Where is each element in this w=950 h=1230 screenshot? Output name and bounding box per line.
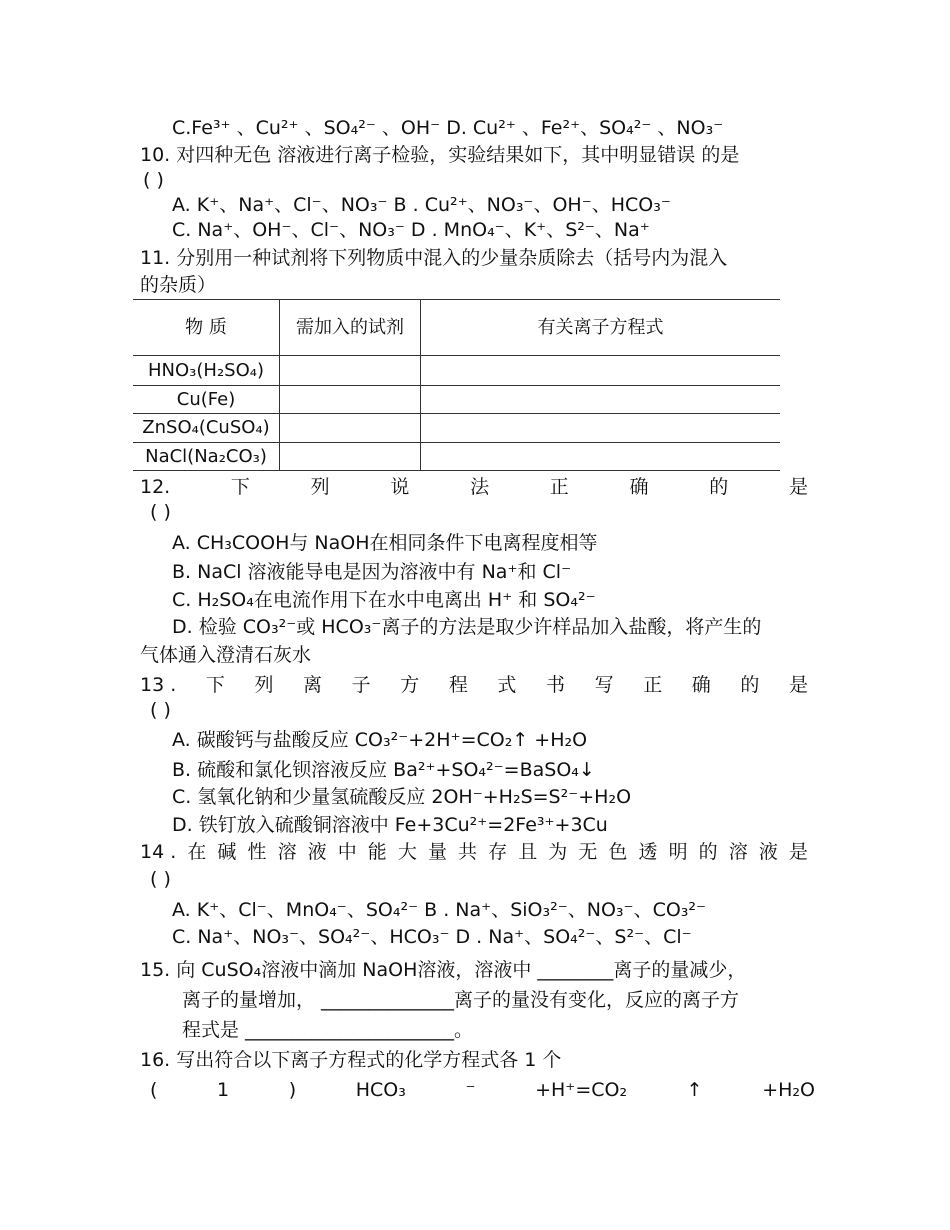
reagent-cell[interactable]: [280, 414, 421, 443]
q13-option-d: D. 铁钉放入硫酸铜溶液中 Fe+3Cu²⁺=2Fe³⁺+3Cu: [172, 814, 608, 836]
q14-stem: [140, 840, 808, 864]
stem-token: 说: [390, 476, 410, 498]
stem-token: 是: [788, 476, 808, 498]
stem-token: 12.: [140, 476, 171, 498]
stem-token: 的: [709, 476, 729, 498]
reagent-cell[interactable]: [280, 356, 421, 386]
stem-token: 正: [643, 674, 663, 696]
stem-token: 液: [307, 841, 327, 863]
header-equation: 有关离子方程式: [421, 300, 781, 356]
stem-token: 明: [668, 841, 688, 863]
table-row-substance: ZnSO₄(CuSO₄): [133, 414, 280, 443]
stem-token: 14 .: [140, 841, 177, 863]
stem-token: 溶: [277, 841, 297, 863]
stem-token: 的: [740, 674, 760, 696]
stem-token: 共: [458, 841, 478, 863]
stem-token: 1: [217, 1079, 230, 1101]
table-row-substance: Cu(Fe): [133, 386, 280, 414]
stem-token: 法: [470, 476, 490, 498]
equation-cell[interactable]: [421, 414, 781, 443]
header-reagent: 需加入的试剂: [280, 300, 421, 356]
q13-option-b: B. 硫酸和氯化钡溶液反应 Ba²⁺+SO₄²⁻=BaSO₄↓: [172, 759, 595, 781]
q12-option-c: C. H₂SO₄在电流作用下在水中电离出 H⁺ 和 SO₄²⁻: [172, 589, 596, 611]
q10-options-ab: A. K⁺、Na⁺、Cl⁻、NO₃⁻ B . Cu²⁺、NO₃⁻、OH⁻、HCO₃⁻: [172, 194, 671, 216]
q15-stem: 15. 向 CuSO₄溶液中滴加 NaOH溶液，溶液中 ________离子的量减少，: [140, 959, 747, 981]
q12-blank: ( ): [150, 501, 171, 523]
q14-options-ab: A. K⁺、Cl⁻、MnO₄⁻、SO₄²⁻ B . Na⁺、SiO₃²⁻、NO₃⁻、CO₃²⁻: [172, 899, 707, 921]
stem-token: 且: [518, 841, 538, 863]
q13-blank: ( ): [150, 699, 171, 721]
stem-token: 溶: [728, 841, 748, 863]
stem-token: ↑: [686, 1079, 703, 1101]
q12-stem: [140, 475, 808, 499]
stem-token: 程: [448, 674, 468, 696]
stem-token: 无: [578, 841, 598, 863]
q16-part-1: [150, 1078, 815, 1102]
q14-blank: ( ): [150, 868, 171, 890]
q13-option-c: C. 氢氧化钠和少量氢硫酸反应 2OH⁻+H₂S=S²⁻+H₂O: [172, 786, 632, 808]
equation-cell[interactable]: [421, 443, 781, 471]
equation-cell[interactable]: [421, 356, 781, 386]
reagent-cell[interactable]: [280, 386, 421, 414]
q12-option-b: B. NaCl 溶液能导电是因为溶液中有 Na⁺和 Cl⁻: [172, 561, 572, 583]
stem-token: 碱: [217, 841, 237, 863]
q12-option-d: D. 检验 CO₃²⁻或 HCO₃⁻离子的方法是取少许样品加入盐酸，将产生的: [172, 616, 762, 638]
stem-token: 离: [303, 674, 323, 696]
stem-token: 在: [187, 841, 207, 863]
stem-token: 的: [698, 841, 718, 863]
stem-token: +H₂O: [762, 1079, 815, 1101]
stem-token: 大: [397, 841, 417, 863]
q15-stem-2: 离子的量增加， ______________离子的量没有变化，反应的离子方: [182, 989, 740, 1011]
stem-token: 中: [337, 841, 357, 863]
stem-token: 列: [310, 476, 330, 498]
q16-stem: 16. 写出符合以下离子方程式的化学方程式各 1 个: [140, 1049, 562, 1071]
reagent-table: [133, 299, 780, 471]
stem-token: ): [288, 1079, 297, 1101]
reagent-cell[interactable]: [280, 443, 421, 471]
stem-token: HCO₃: [355, 1079, 406, 1101]
q13-option-a: A. 碳酸钙与盐酸反应 CO₃²⁻+2H⁺=CO₂↑ +H₂O: [172, 729, 588, 751]
q10-blank: ( ): [143, 169, 164, 191]
stem-token: 确: [629, 476, 649, 498]
stem-token: 液: [758, 841, 778, 863]
q13-stem: [140, 673, 808, 697]
stem-token: (: [150, 1079, 158, 1101]
q10-options-cd: C. Na⁺、OH⁻、Cl⁻、NO₃⁻ D . MnO₄⁻、K⁺、S²⁻、Na⁺: [172, 219, 650, 241]
stem-token: 性: [247, 841, 267, 863]
header-substance: 物 质: [133, 300, 280, 356]
stem-token: 色: [608, 841, 628, 863]
stem-token: +H⁺=CO₂: [535, 1079, 628, 1101]
equation-cell[interactable]: [421, 386, 781, 414]
stem-token: 量: [427, 841, 447, 863]
table-row-substance: NaCl(Na₂CO₃): [133, 443, 280, 471]
stem-token: 透: [638, 841, 658, 863]
q11-stem: 11. 分别用一种试剂将下列物质中混入的少量杂质除去（括号内为混入: [140, 247, 728, 269]
stem-token: 方: [400, 674, 420, 696]
stem-token: 写: [594, 674, 614, 696]
stem-token: 下: [230, 476, 250, 498]
stem-token: 式: [497, 674, 517, 696]
stem-token: 列: [254, 674, 274, 696]
q12-option-a: A. CH₃COOH与 NaOH在相同条件下电离程度相等: [172, 532, 598, 554]
stem-token: 子: [351, 674, 371, 696]
q12-option-d-cont: 气体通入澄清石灰水: [140, 644, 312, 666]
stem-token: 存: [488, 841, 508, 863]
q14-options-cd: C. Na⁺、NO₃⁻、SO₄²⁻、HCO₃⁻ D . Na⁺、SO₄²⁻、S²⁻、Cl⁻: [172, 926, 692, 948]
stem-token: 书: [546, 674, 566, 696]
q11-stem-2: 的杂质）: [140, 274, 217, 296]
stem-token: 下: [205, 674, 225, 696]
stem-token: 正: [549, 476, 569, 498]
stem-token: 为: [548, 841, 568, 863]
stem-token: 是: [788, 841, 808, 863]
q9-options-cd: C.Fe³⁺ 、Cu²⁺ 、SO₄²⁻ 、OH⁻ D. Cu²⁺ 、Fe²⁺、SO₄²⁻ 、NO₃⁻: [172, 117, 724, 139]
stem-token: 确: [691, 674, 711, 696]
stem-token: 13 .: [140, 674, 177, 696]
q10-stem: 10. 对四种无色 溶液进行离子检验，实验结果如下，其中明显错误 的是: [140, 144, 740, 166]
table-row-substance: HNO₃(H₂SO₄): [133, 356, 280, 386]
stem-token: ⁻: [465, 1079, 476, 1101]
stem-token: 是: [788, 674, 808, 696]
stem-token: 能: [367, 841, 387, 863]
q15-stem-3: 程式是 ______________________。: [182, 1019, 474, 1041]
